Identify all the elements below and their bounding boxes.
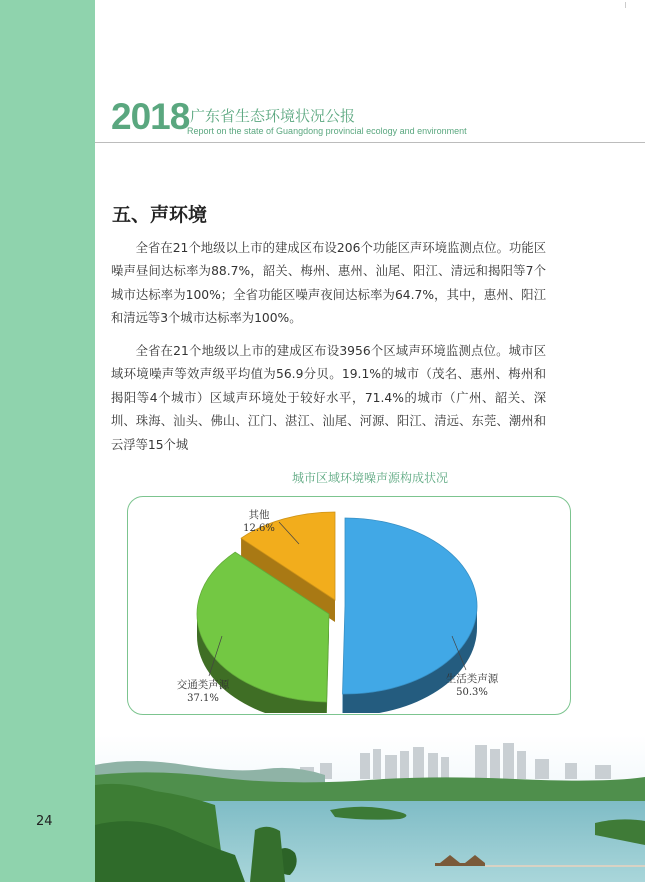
slice-label-2: 其他 <box>248 509 270 521</box>
pie-chart <box>127 496 569 713</box>
report-title-cn: 广东省生态环境状况公报 <box>190 107 356 125</box>
slice-label-0: 生活类声源 <box>445 673 499 685</box>
section-title: 五、声环境 <box>112 204 208 226</box>
slice-value-1: 37.1% <box>187 693 219 704</box>
side-color-band <box>0 0 95 882</box>
paragraph-functional-zone-noise: 全省在21个地级以上市的建成区布设206个功能区声环境监测点位。功能区噪声昼间达标率为88.7%，韶关、梅州、惠州、汕尾、阳江、清远和揭阳等7个城市达标率为100%；全省功能区噪声夜间达标率为64.7%，其中，惠州、阳江和清远等3个城市达标率为100%。 <box>111 241 546 326</box>
city-lake-photo <box>95 735 645 882</box>
slice-label-1: 交通类声源 <box>176 679 230 691</box>
report-header <box>95 0 645 142</box>
paragraph-regional-noise: 全省在21个地级以上市的建成区布设3956个区域声环境监测点位。城市区域环境噪声等效声级平均值为56.9分贝。19.1%的城市（茂名、惠州、梅州和揭阳等4个城市）区域声环境处于较好水平，71.4%的城市（广州、韶关、深圳、珠海、汕头、佛山、江门、湛江、汕尾、河源、阳江、清远、东莞、潮州和云浮等15个城 <box>111 344 546 452</box>
slice-value-2: 12.6% <box>243 523 275 534</box>
chart-title: 城市区域环境噪声源构成状况 <box>291 471 448 485</box>
report-year: 2018 <box>111 96 190 137</box>
slice-value-0: 50.3% <box>456 687 488 698</box>
header-divider <box>95 142 645 143</box>
page-number: 24 <box>36 814 53 829</box>
report-title-en: Report on the state of Guangdong provincial ecology and environment <box>187 126 467 136</box>
